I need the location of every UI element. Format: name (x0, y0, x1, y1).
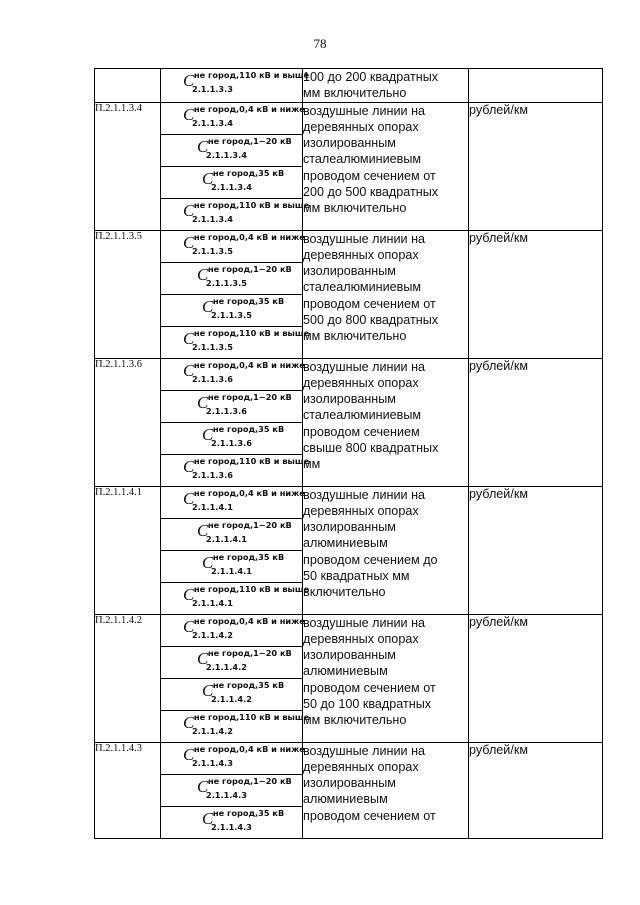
tariff-table (94, 68, 603, 839)
table-row (95, 614, 603, 646)
description-line: деревянных опорах (303, 759, 419, 774)
formula-subscript: 2.1.1.3.5 (211, 309, 252, 320)
unit-cell: рублей/км (469, 486, 603, 614)
formula-subscript: 2.1.1.3.3 (192, 84, 233, 94)
formula-cell (161, 614, 303, 646)
unit-cell: рублей/км (469, 358, 603, 486)
description-line: воздушные линии на (303, 743, 426, 758)
formula-superscript: не город,0,4 кВ и ниже (194, 103, 305, 114)
item-code: П.2.1.1.3.5 (95, 230, 161, 358)
description-line: мм включительно (303, 86, 407, 101)
formula-symbol: C (197, 648, 209, 668)
description-cell (303, 230, 469, 358)
unit-cell: рублей/км (469, 230, 603, 358)
formula-cell (161, 69, 310, 103)
formula-symbol: C (183, 360, 195, 380)
formula-superscript: не город,35 кВ (213, 679, 285, 690)
rate-formula (161, 487, 305, 517)
formula-superscript: не город,35 кВ (213, 807, 285, 818)
formula-cell (161, 166, 303, 198)
description-line: включительно (303, 585, 386, 600)
formula-cell (161, 294, 303, 326)
formula-cell (161, 646, 303, 678)
formula-superscript: не город,35 кВ (213, 423, 285, 434)
description-line: деревянных опорах (303, 119, 419, 134)
unit-cell: рублей/км (469, 742, 603, 838)
formula-subscript: 2.1.1.3.4 (211, 181, 252, 192)
description-line: проводом сечением от (303, 168, 436, 183)
item-code: П.2.1.1.4.1 (95, 486, 161, 614)
item-code: П.2.1.1.4.3 (95, 742, 161, 838)
formula-symbol: C (183, 328, 195, 348)
formula-cell (161, 454, 310, 486)
item-code (95, 69, 161, 103)
description-line: свыше 800 квадратных (303, 441, 439, 456)
rate-formula (161, 327, 310, 357)
formula-cell (161, 390, 303, 422)
description-line: воздушные линии на (303, 103, 426, 118)
formula-symbol: C (197, 520, 209, 540)
table-row (95, 230, 603, 262)
table-row (95, 742, 603, 774)
formula-symbol: C (183, 712, 195, 732)
description-line: проводом сечением от (303, 296, 436, 311)
description-line: алюминиевым (303, 536, 388, 551)
description-line: 200 до 500 квадратных (303, 185, 439, 200)
formula-superscript: не город,0,4 кВ и ниже (194, 487, 305, 498)
formula-symbol: C (183, 104, 195, 124)
description-line: мм включительно (303, 329, 407, 344)
formula-symbol: C (197, 264, 209, 284)
description-line: воздушные линии на (303, 231, 426, 246)
formula-superscript: не город,35 кВ (213, 551, 285, 562)
formula-cell (161, 486, 303, 518)
formula-subscript: 2.1.1.3.6 (211, 437, 252, 448)
rate-formula (161, 775, 302, 805)
unit-cell: рублей/км (469, 614, 603, 742)
formula-superscript: не город,110 кВ и выше (194, 711, 310, 722)
description-line: проводом сечением до (303, 552, 438, 567)
description-line: деревянных опорах (303, 631, 419, 646)
formula-symbol: C (197, 136, 209, 156)
formula-subscript: 2.1.1.3.5 (192, 245, 233, 256)
formula-subscript: 2.1.1.4.3 (192, 757, 233, 768)
formula-subscript: 2.1.1.3.5 (192, 341, 233, 352)
formula-symbol: C (202, 296, 214, 316)
description-line: изолированным (303, 136, 396, 151)
formula-subscript: 2.1.1.3.6 (192, 469, 233, 480)
page-number: 78 (313, 36, 327, 51)
formula-symbol: C (202, 168, 214, 188)
formula-cell (161, 678, 303, 710)
formula-superscript: не город,1−20 кВ (208, 647, 292, 658)
formula-subscript: 2.1.1.3.5 (206, 277, 247, 288)
rate-formula (161, 807, 302, 837)
formula-superscript: не город,35 кВ (213, 167, 285, 178)
formula-symbol: C (202, 680, 214, 700)
formula-subscript: 2.1.1.4.3 (206, 789, 247, 800)
item-code: П.2.1.1.3.4 (95, 102, 161, 230)
formula-cell (161, 550, 303, 582)
table-row (95, 486, 603, 518)
description-cell (303, 358, 469, 486)
description-line: воздушные линии на (303, 487, 426, 502)
description-line: изолированным (303, 264, 396, 279)
formula-subscript: 2.1.1.3.4 (206, 149, 247, 160)
formula-cell (161, 518, 303, 550)
formula-superscript: не город,110 кВ и выше (194, 583, 310, 594)
formula-subscript: 2.1.1.4.1 (192, 501, 233, 512)
formula-symbol: C (202, 808, 214, 828)
rate-formula (161, 231, 305, 261)
formula-superscript: не город,0,4 кВ и ниже (194, 359, 305, 370)
description-line: 500 до 800 квадратных (303, 313, 439, 328)
formula-cell (161, 774, 303, 806)
formula-symbol: C (183, 584, 195, 604)
formula-superscript: не город,1−20 кВ (208, 391, 292, 402)
unit-cell (469, 69, 603, 103)
rate-formula (161, 359, 305, 389)
description-cell (303, 614, 469, 742)
formula-subscript: 2.1.1.3.6 (192, 373, 233, 384)
rate-formula (161, 103, 305, 133)
formula-subscript: 2.1.1.4.2 (211, 693, 252, 704)
formula-symbol: C (183, 744, 195, 764)
formula-cell (161, 102, 303, 134)
formula-subscript: 2.1.1.4.2 (192, 725, 233, 736)
formula-cell (161, 742, 303, 774)
description-line: алюминиевым (303, 792, 388, 807)
description-cell (303, 69, 469, 103)
formula-superscript: не город,1−20 кВ (208, 519, 292, 530)
rate-formula (161, 583, 310, 613)
description-line: деревянных опорах (303, 247, 419, 262)
formula-symbol: C (183, 488, 195, 508)
formula-subscript: 2.1.1.4.1 (211, 565, 252, 576)
description-line: алюминиевым (303, 664, 388, 679)
formula-superscript: не город,110 кВ и выше (194, 70, 310, 80)
item-code: П.2.1.1.3.6 (95, 358, 161, 486)
rate-formula (161, 711, 310, 741)
rate-formula (161, 551, 302, 581)
description-line: изолированным (303, 520, 396, 535)
formula-subscript: 2.1.1.3.4 (192, 213, 233, 224)
table-row (95, 102, 603, 134)
description-line: изолированным (303, 648, 396, 663)
rate-formula (161, 263, 302, 293)
rate-formula (161, 423, 302, 453)
rate-formula (161, 455, 310, 485)
rate-formula (161, 69, 310, 99)
formula-superscript: не город,0,4 кВ и ниже (194, 743, 305, 754)
table-row (95, 358, 603, 390)
description-line: мм (303, 457, 321, 472)
formula-superscript: не город,1−20 кВ (208, 775, 292, 786)
formula-cell (161, 358, 303, 390)
rate-formula (161, 391, 302, 421)
description-line: мм включительно (303, 201, 407, 216)
description-line: воздушные линии на (303, 615, 426, 630)
formula-subscript: 2.1.1.4.1 (192, 597, 233, 608)
formula-superscript: не город,1−20 кВ (208, 135, 292, 146)
formula-superscript: не город,110 кВ и выше (194, 199, 310, 210)
description-line: изолированным (303, 776, 396, 791)
formula-symbol: C (202, 424, 214, 444)
formula-subscript: 2.1.1.4.3 (211, 821, 252, 832)
description-line: 100 до 200 квадратных (303, 70, 439, 84)
formula-symbol: C (183, 456, 195, 476)
rate-formula (161, 615, 305, 645)
description-line: изолированным (303, 392, 396, 407)
formula-cell (161, 422, 303, 454)
formula-cell (161, 710, 310, 742)
formula-symbol: C (183, 232, 195, 252)
formula-superscript: не город,35 кВ (213, 295, 285, 306)
description-line: проводом сечением от (303, 680, 436, 695)
rate-formula (161, 519, 302, 549)
formula-symbol: C (183, 200, 195, 220)
formula-subscript: 2.1.1.4.2 (192, 629, 233, 640)
unit-cell: рублей/км (469, 102, 603, 230)
description-line: сталеалюминиевым (303, 280, 422, 295)
rate-formula (161, 167, 302, 197)
table-row (95, 69, 603, 103)
description-line: деревянных опорах (303, 375, 419, 390)
formula-cell (161, 262, 303, 294)
description-cell (303, 742, 469, 838)
description-cell (303, 486, 469, 614)
formula-symbol: C (183, 616, 195, 636)
description-line: воздушные линии на (303, 359, 426, 374)
formula-superscript: не город,1−20 кВ (208, 263, 292, 274)
description-line: мм включительно (303, 713, 407, 728)
rate-formula (161, 135, 302, 165)
rate-formula (161, 743, 305, 773)
description-cell (303, 102, 469, 230)
formula-cell (161, 326, 310, 358)
formula-cell (161, 582, 310, 614)
description-line: 50 до 100 квадратных (303, 697, 432, 712)
formula-superscript: не город,110 кВ и выше (194, 327, 310, 338)
formula-symbol: C (183, 71, 195, 90)
table-body (95, 69, 603, 839)
description-line: проводом сечением (303, 424, 420, 439)
description-line: сталеалюминиевым (303, 408, 422, 423)
formula-subscript: 2.1.1.4.1 (206, 533, 247, 544)
formula-cell (161, 806, 303, 838)
description-line: сталеалюминиевым (303, 152, 422, 167)
rate-formula (161, 295, 302, 325)
formula-superscript: не город,0,4 кВ и ниже (194, 231, 305, 242)
formula-cell (161, 198, 310, 230)
formula-subscript: 2.1.1.4.2 (206, 661, 247, 672)
formula-symbol: C (197, 776, 209, 796)
item-code: П.2.1.1.4.2 (95, 614, 161, 742)
formula-symbol: C (197, 392, 209, 412)
rate-formula (161, 647, 302, 677)
formula-superscript: не город,0,4 кВ и ниже (194, 615, 305, 626)
formula-cell (161, 134, 303, 166)
description-line: деревянных опорах (303, 503, 419, 518)
formula-superscript: не город,110 кВ и выше (194, 455, 310, 466)
formula-subscript: 2.1.1.3.6 (206, 405, 247, 416)
rate-formula (161, 679, 302, 709)
formula-symbol: C (202, 552, 214, 572)
formula-subscript: 2.1.1.3.4 (192, 117, 233, 128)
formula-cell (161, 230, 303, 262)
description-line: проводом сечением от (303, 808, 436, 823)
description-line: 50 квадратных мм (303, 569, 410, 584)
rate-formula (161, 199, 310, 229)
